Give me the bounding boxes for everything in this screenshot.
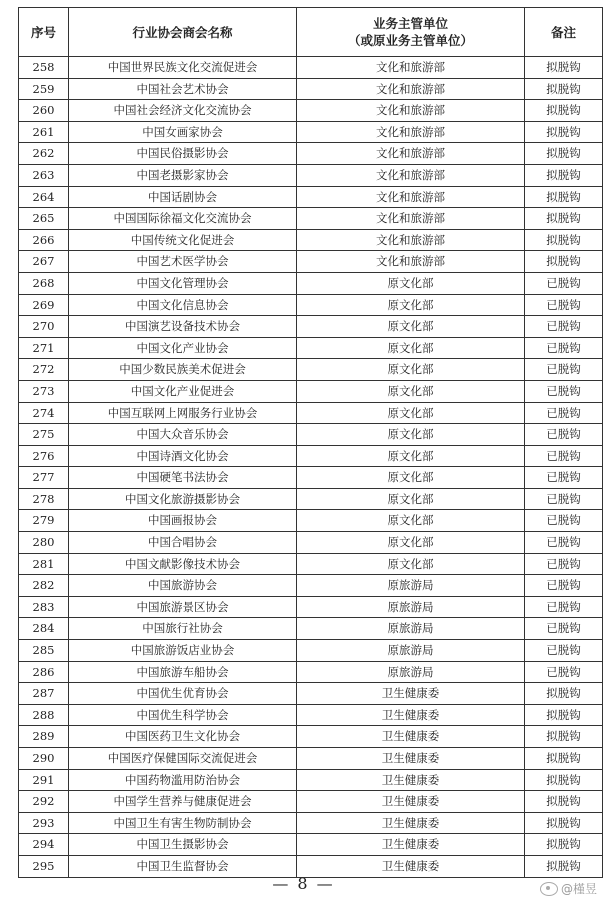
cell-note: 拟脱钩 [525, 683, 603, 705]
cell-note: 已脱钩 [525, 272, 603, 294]
cell-association-name: 中国文献影像技术协会 [69, 553, 297, 575]
cell-note: 已脱钩 [525, 618, 603, 640]
cell-serial-number: 262 [19, 143, 69, 165]
cell-serial-number: 275 [19, 424, 69, 446]
cell-note: 拟脱钩 [525, 186, 603, 208]
cell-note: 已脱钩 [525, 510, 603, 532]
cell-association-name: 中国优生优育协会 [69, 683, 297, 705]
cell-supervising-unit: 文化和旅游部 [297, 57, 525, 79]
cell-serial-number: 267 [19, 251, 69, 273]
cell-note: 已脱钩 [525, 488, 603, 510]
cell-note: 已脱钩 [525, 337, 603, 359]
cell-serial-number: 292 [19, 791, 69, 813]
cell-serial-number: 295 [19, 855, 69, 877]
cell-supervising-unit: 原文化部 [297, 337, 525, 359]
table-row [19, 812, 603, 834]
cell-serial-number: 273 [19, 380, 69, 402]
cell-note: 拟脱钩 [525, 704, 603, 726]
cell-supervising-unit: 原旅游局 [297, 618, 525, 640]
cell-serial-number: 263 [19, 164, 69, 186]
cell-note: 拟脱钩 [525, 251, 603, 273]
cell-note: 拟脱钩 [525, 78, 603, 100]
cell-supervising-unit: 文化和旅游部 [297, 143, 525, 165]
table-row [19, 834, 603, 856]
cell-supervising-unit: 文化和旅游部 [297, 121, 525, 143]
cell-note: 已脱钩 [525, 640, 603, 662]
cell-serial-number: 277 [19, 467, 69, 489]
table-row [19, 100, 603, 122]
cell-note: 拟脱钩 [525, 143, 603, 165]
cell-note: 已脱钩 [525, 553, 603, 575]
header-serial-number: 序号 [19, 8, 69, 57]
cell-note: 已脱钩 [525, 575, 603, 597]
cell-supervising-unit: 原文化部 [297, 272, 525, 294]
cell-note: 拟脱钩 [525, 791, 603, 813]
cell-serial-number: 265 [19, 208, 69, 230]
cell-note: 已脱钩 [525, 359, 603, 381]
cell-association-name: 中国文化产业促进会 [69, 380, 297, 402]
cell-association-name: 中国医疗保健国际交流促进会 [69, 748, 297, 770]
cell-note: 拟脱钩 [525, 769, 603, 791]
cell-serial-number: 288 [19, 704, 69, 726]
cell-note: 拟脱钩 [525, 121, 603, 143]
table-row [19, 186, 603, 208]
cell-association-name: 中国卫生摄影协会 [69, 834, 297, 856]
watermark-text: @槿昱 [560, 882, 597, 896]
cell-supervising-unit: 卫生健康委 [297, 683, 525, 705]
cell-supervising-unit: 卫生健康委 [297, 726, 525, 748]
cell-serial-number: 281 [19, 553, 69, 575]
cell-association-name: 中国卫生有害生物防制协会 [69, 812, 297, 834]
cell-association-name: 中国民俗摄影协会 [69, 143, 297, 165]
cell-serial-number: 279 [19, 510, 69, 532]
cell-supervising-unit: 原文化部 [297, 467, 525, 489]
cell-association-name: 中国大众音乐协会 [69, 424, 297, 446]
table-row [19, 640, 603, 662]
cell-serial-number: 266 [19, 229, 69, 251]
cell-supervising-unit: 文化和旅游部 [297, 208, 525, 230]
cell-note: 拟脱钩 [525, 748, 603, 770]
cell-supervising-unit: 原文化部 [297, 510, 525, 532]
table-row [19, 726, 603, 748]
cell-note: 已脱钩 [525, 402, 603, 424]
cell-supervising-unit: 卫生健康委 [297, 704, 525, 726]
cell-note: 拟脱钩 [525, 834, 603, 856]
cell-supervising-unit: 文化和旅游部 [297, 78, 525, 100]
cell-serial-number: 293 [19, 812, 69, 834]
cell-association-name: 中国卫生监督协会 [69, 855, 297, 877]
cell-association-name: 中国社会艺术协会 [69, 78, 297, 100]
cell-supervising-unit: 原文化部 [297, 294, 525, 316]
cell-note: 已脱钩 [525, 445, 603, 467]
cell-serial-number: 291 [19, 769, 69, 791]
table-row [19, 575, 603, 597]
cell-note: 拟脱钩 [525, 726, 603, 748]
header-note: 备注 [525, 8, 603, 57]
cell-serial-number: 278 [19, 488, 69, 510]
cell-note: 已脱钩 [525, 316, 603, 338]
cell-note: 已脱钩 [525, 532, 603, 554]
cell-note: 拟脱钩 [525, 164, 603, 186]
table-row [19, 251, 603, 273]
cell-note: 拟脱钩 [525, 208, 603, 230]
cell-serial-number: 268 [19, 272, 69, 294]
table-row [19, 769, 603, 791]
cell-supervising-unit: 文化和旅游部 [297, 100, 525, 122]
cell-supervising-unit: 原文化部 [297, 445, 525, 467]
cell-association-name: 中国药物滥用防治协会 [69, 769, 297, 791]
cell-note: 已脱钩 [525, 424, 603, 446]
cell-association-name: 中国硬笔书法协会 [69, 467, 297, 489]
cell-serial-number: 259 [19, 78, 69, 100]
cell-note: 已脱钩 [525, 661, 603, 683]
cell-serial-number: 287 [19, 683, 69, 705]
cell-association-name: 中国世界民族文化交流促进会 [69, 57, 297, 79]
cell-note: 已脱钩 [525, 467, 603, 489]
cell-association-name: 中国互联网上网服务行业协会 [69, 402, 297, 424]
cell-supervising-unit: 文化和旅游部 [297, 229, 525, 251]
table-row [19, 380, 603, 402]
cell-serial-number: 285 [19, 640, 69, 662]
cell-serial-number: 284 [19, 618, 69, 640]
cell-note: 拟脱钩 [525, 57, 603, 79]
cell-association-name: 中国旅游饭店业协会 [69, 640, 297, 662]
cell-supervising-unit: 卫生健康委 [297, 834, 525, 856]
cell-association-name: 中国旅游协会 [69, 575, 297, 597]
cell-association-name: 中国国际徐福文化交流协会 [69, 208, 297, 230]
table-row [19, 294, 603, 316]
table-row [19, 78, 603, 100]
cell-serial-number: 264 [19, 186, 69, 208]
cell-association-name: 中国合唱协会 [69, 532, 297, 554]
cell-association-name: 中国旅游景区协会 [69, 596, 297, 618]
table-row [19, 467, 603, 489]
header-unit-line2: （或原业务主管单位） [347, 33, 473, 48]
cell-supervising-unit: 原文化部 [297, 532, 525, 554]
cell-note: 已脱钩 [525, 294, 603, 316]
cell-association-name: 中国旅游车船协会 [69, 661, 297, 683]
header-unit-line1: 业务主管单位 [372, 16, 448, 31]
cell-association-name: 中国少数民族美术促进会 [69, 359, 297, 381]
cell-supervising-unit: 原旅游局 [297, 640, 525, 662]
cell-supervising-unit: 原文化部 [297, 488, 525, 510]
table-row [19, 596, 603, 618]
cell-association-name: 中国优生科学协会 [69, 704, 297, 726]
cell-serial-number: 283 [19, 596, 69, 618]
cell-association-name: 中国学生营养与健康促进会 [69, 791, 297, 813]
table-body [19, 57, 603, 878]
cell-supervising-unit: 原旅游局 [297, 575, 525, 597]
cell-note: 已脱钩 [525, 380, 603, 402]
cell-note: 拟脱钩 [525, 855, 603, 877]
cell-note: 已脱钩 [525, 596, 603, 618]
table-row [19, 208, 603, 230]
cell-serial-number: 274 [19, 402, 69, 424]
cell-supervising-unit: 文化和旅游部 [297, 164, 525, 186]
table-row [19, 316, 603, 338]
cell-serial-number: 282 [19, 575, 69, 597]
cell-note: 拟脱钩 [525, 229, 603, 251]
cell-association-name: 中国女画家协会 [69, 121, 297, 143]
cell-serial-number: 286 [19, 661, 69, 683]
header-supervising-unit [297, 8, 525, 57]
watermark [540, 880, 597, 897]
cell-serial-number: 294 [19, 834, 69, 856]
cell-supervising-unit: 卫生健康委 [297, 791, 525, 813]
weibo-icon [540, 882, 558, 896]
cell-supervising-unit: 原文化部 [297, 359, 525, 381]
table-row [19, 402, 603, 424]
cell-serial-number: 272 [19, 359, 69, 381]
cell-serial-number: 289 [19, 726, 69, 748]
table-row [19, 683, 603, 705]
cell-association-name: 中国传统文化促进会 [69, 229, 297, 251]
cell-association-name: 中国话剧协会 [69, 186, 297, 208]
table-row [19, 704, 603, 726]
cell-association-name: 中国社会经济文化交流协会 [69, 100, 297, 122]
cell-supervising-unit: 卫生健康委 [297, 812, 525, 834]
cell-association-name: 中国文化信息协会 [69, 294, 297, 316]
cell-association-name: 中国文化产业协会 [69, 337, 297, 359]
page-number: — 8 — [272, 874, 335, 893]
cell-serial-number: 258 [19, 57, 69, 79]
table-row [19, 121, 603, 143]
table-row [19, 164, 603, 186]
cell-serial-number: 269 [19, 294, 69, 316]
cell-supervising-unit: 文化和旅游部 [297, 251, 525, 273]
cell-supervising-unit: 原文化部 [297, 380, 525, 402]
table-row [19, 272, 603, 294]
table-row [19, 445, 603, 467]
cell-supervising-unit: 原文化部 [297, 402, 525, 424]
cell-association-name: 中国老摄影家协会 [69, 164, 297, 186]
cell-association-name: 中国文化管理协会 [69, 272, 297, 294]
cell-association-name: 中国旅行社协会 [69, 618, 297, 640]
cell-supervising-unit: 卫生健康委 [297, 748, 525, 770]
cell-note: 拟脱钩 [525, 812, 603, 834]
cell-serial-number: 276 [19, 445, 69, 467]
table-row [19, 57, 603, 79]
cell-supervising-unit: 原旅游局 [297, 596, 525, 618]
cell-supervising-unit: 原文化部 [297, 316, 525, 338]
table-row [19, 661, 603, 683]
cell-serial-number: 290 [19, 748, 69, 770]
cell-association-name: 中国演艺设备技术协会 [69, 316, 297, 338]
table-row [19, 553, 603, 575]
table-row [19, 532, 603, 554]
table-row [19, 359, 603, 381]
cell-association-name: 中国医药卫生文化协会 [69, 726, 297, 748]
cell-note: 拟脱钩 [525, 100, 603, 122]
cell-supervising-unit: 原旅游局 [297, 661, 525, 683]
cell-supervising-unit: 卫生健康委 [297, 855, 525, 877]
cell-association-name: 中国诗酒文化协会 [69, 445, 297, 467]
cell-supervising-unit: 原文化部 [297, 424, 525, 446]
cell-supervising-unit: 卫生健康委 [297, 769, 525, 791]
cell-supervising-unit: 文化和旅游部 [297, 186, 525, 208]
header-association-name: 行业协会商会名称 [69, 8, 297, 57]
cell-serial-number: 271 [19, 337, 69, 359]
cell-serial-number: 280 [19, 532, 69, 554]
cell-serial-number: 260 [19, 100, 69, 122]
table-row [19, 424, 603, 446]
table-row [19, 618, 603, 640]
cell-supervising-unit: 原文化部 [297, 553, 525, 575]
cell-serial-number: 270 [19, 316, 69, 338]
table-row [19, 143, 603, 165]
association-table [18, 7, 603, 878]
cell-association-name: 中国艺术医学协会 [69, 251, 297, 273]
table-row [19, 791, 603, 813]
table-header-row [19, 8, 603, 57]
table-row [19, 510, 603, 532]
table-row [19, 337, 603, 359]
cell-serial-number: 261 [19, 121, 69, 143]
cell-association-name: 中国画报协会 [69, 510, 297, 532]
table-row [19, 748, 603, 770]
table-row [19, 488, 603, 510]
cell-association-name: 中国文化旅游摄影协会 [69, 488, 297, 510]
table-row [19, 229, 603, 251]
